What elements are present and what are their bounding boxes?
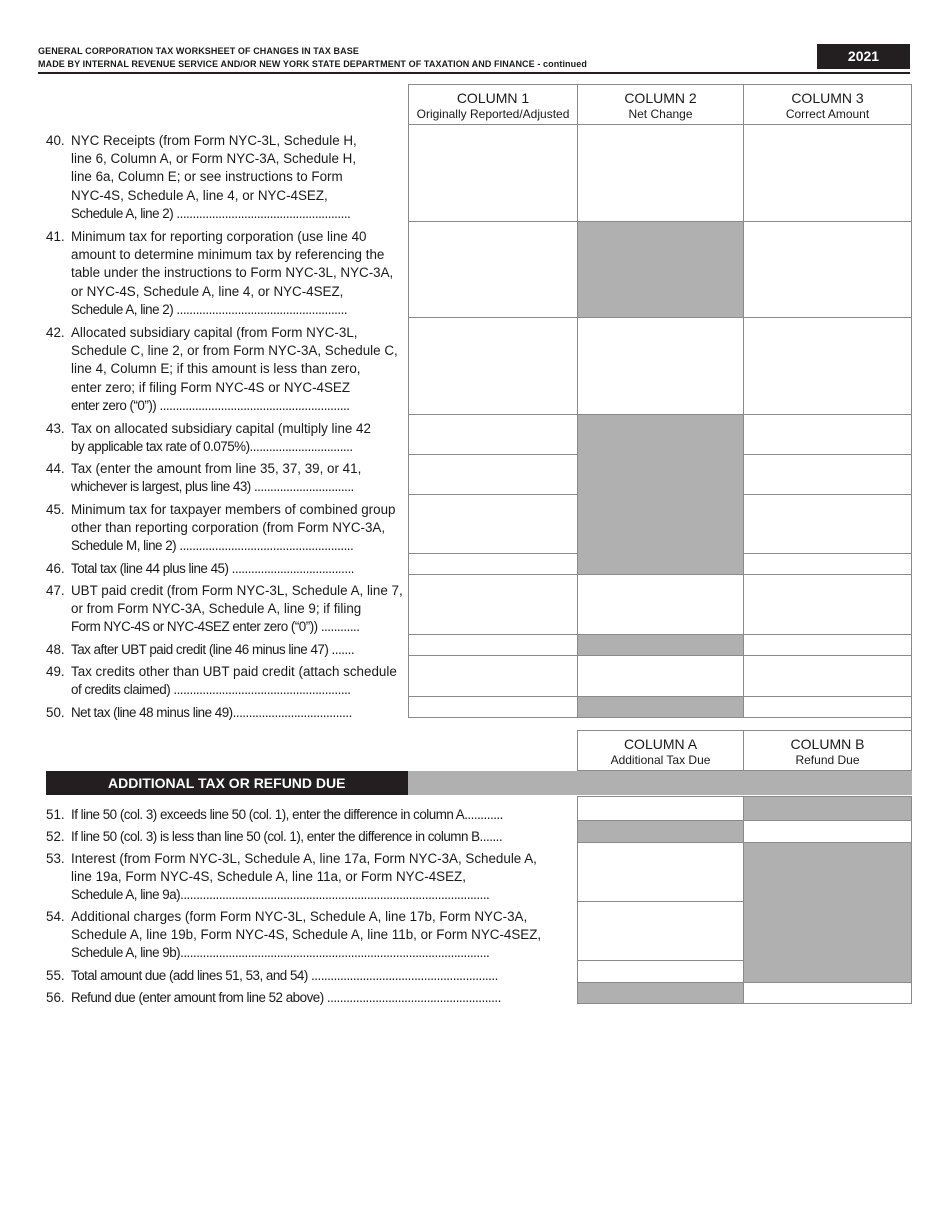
line-41-label: 41. Minimum tax for reporting corporation (use line 40 amount to determine minimum tax by referencing the table under the instructions to Form NYC-3L, NYC-3A, or NYC-4S, Schedule A, line 4, or NYC-4SEZ, Schedule A, line 2) ..................................................... <box>46 229 394 317</box>
line-42-label: 42. Allocated subsidiary capital (from Form NYC-3L, Schedule C, line 2, or from Form NYC-3A, Schedule C, line 4, Column E; if this amount is less than zero, enter zero; if filing Form NYC-4S or NYC-4SEZ enter zero (“0”)) ........................................................... <box>46 325 398 413</box>
column-1-header <box>408 84 578 125</box>
column-3-title: COLUMN 3 <box>791 90 864 106</box>
line-54-label: 54. Additional charges (form Form NYC-3L, Schedule A, line 17b, Form NYC-3A, Schedule A, line 19b, Form NYC-4S, Schedule A, line 11b, or Form NYC-4SEZ, Schedule A, line 9b)................................................................................................ <box>46 909 542 961</box>
line-41-col1-input[interactable] <box>408 221 578 318</box>
line-50-col3-input[interactable] <box>743 696 912 718</box>
line-52-colB-input[interactable] <box>743 820 912 843</box>
form-heading-line-1: GENERAL CORPORATION TAX WORKSHEET OF CHANGES IN TAX BASE <box>38 46 359 56</box>
table-edge-rule <box>911 717 912 731</box>
line-43-label: 43. Tax on allocated subsidiary capital (multiply line 42 by applicable tax rate of 0.075%)................................ <box>46 421 371 455</box>
column-b-subtitle: Refund Due <box>795 753 860 767</box>
line-55-label: 55. Total amount due (add lines 51, 53, and 54) .......................................................... <box>46 968 498 983</box>
column-a-title: COLUMN A <box>623 736 698 752</box>
line-47-label: 47. UBT paid credit (from Form NYC-3L, Schedule A, line 7, or from Form NYC-3A, Schedule A, line 9; if filing Form NYC-4S or NYC-4SEZ enter zero (“0”)) ............ <box>46 583 403 635</box>
line-47-col1-input[interactable] <box>408 574 578 635</box>
section-title-additional-tax: ADDITIONAL TAX OR REFUND DUE <box>46 771 408 795</box>
line-50-col2-shaded <box>577 696 744 718</box>
line-41-col3-input[interactable] <box>743 221 912 318</box>
line-44-col1-input[interactable] <box>408 454 578 495</box>
form-heading-line-2: MADE BY INTERNAL REVENUE SERVICE AND/OR NEW YORK STATE DEPARTMENT OF TAXATION AND FINANCE - continued <box>38 59 587 69</box>
line-41-col2-shaded <box>577 221 744 318</box>
line-40-col2-input[interactable] <box>577 124 744 222</box>
line-50-label: 50. Net tax (line 48 minus line 49)..................................... <box>46 705 352 720</box>
line-42-col2-input[interactable] <box>577 317 744 415</box>
line-40-col3-input[interactable] <box>743 124 912 222</box>
line-51-colB-shaded <box>743 796 912 821</box>
column-a-subtitle: Additional Tax Due <box>610 753 711 767</box>
line-46-col3-input[interactable] <box>743 553 912 575</box>
line-50-col1-input[interactable] <box>408 696 578 718</box>
line-48-col2-shaded <box>577 634 744 656</box>
line-55-colA-input[interactable] <box>577 960 744 983</box>
line-43-col1-input[interactable] <box>408 414 578 455</box>
column-a-header <box>577 730 744 771</box>
column-b-title: COLUMN B <box>790 736 865 752</box>
column-2-subtitle: Net Change <box>628 107 693 121</box>
line-51-label: 51. If line 50 (col. 3) exceeds line 50 (col. 1), enter the difference in column A............ <box>46 807 503 822</box>
line-47-col3-input[interactable] <box>743 574 912 635</box>
line-44-col3-input[interactable] <box>743 454 912 495</box>
line-46-col1-input[interactable] <box>408 553 578 575</box>
line-40-col1-input[interactable] <box>408 124 578 222</box>
line-49-label: 49. Tax credits other than UBT paid credit (attach schedule of credits claimed) ....................................................... <box>46 664 397 698</box>
column-b-header <box>743 730 912 771</box>
line-45-col3-input[interactable] <box>743 494 912 554</box>
line-45-col1-input[interactable] <box>408 494 578 554</box>
line-48-label: 48. Tax after UBT paid credit (line 46 minus line 47) ....... <box>46 642 355 657</box>
line-44-label: 44. Tax (enter the amount from line 35, 37, 39, or 41, whichever is largest, plus line 43) ............................... <box>46 461 362 495</box>
column-3-subtitle: Correct Amount <box>785 107 870 121</box>
column-1-title: COLUMN 1 <box>456 90 530 106</box>
column-2-title: COLUMN 2 <box>624 90 697 106</box>
column-1-subtitle: Originally Reported/Adjusted <box>416 107 570 121</box>
line-42-col3-input[interactable] <box>743 317 912 415</box>
line-48-col1-input[interactable] <box>408 634 578 656</box>
line-46-label: 46. Total tax (line 44 plus line 45) ...................................... <box>46 561 355 576</box>
line-42-col1-input[interactable] <box>408 317 578 415</box>
line-52-label: 52. If line 50 (col. 3) is less than line 50 (col. 1), enter the difference in column B....... <box>46 829 503 844</box>
line-45-label: 45. Minimum tax for taxpayer members of combined group other than reporting corporation (from Form NYC-3A, Schedule M, line 2) ...................................................... <box>46 502 396 554</box>
line-49-col3-input[interactable] <box>743 655 912 697</box>
line-56-colA-shaded <box>577 982 744 1004</box>
line-49-col1-input[interactable] <box>408 655 578 697</box>
line-51-colA-input[interactable] <box>577 796 744 821</box>
lines-43-46-col2-shaded <box>577 414 744 575</box>
line-43-col3-input[interactable] <box>743 414 912 455</box>
line-48-col3-input[interactable] <box>743 634 912 656</box>
lines-53-55-colB-shaded <box>743 842 912 983</box>
line-40-label: 40. NYC Receipts (from Form NYC-3L, Schedule H, line 6, Column A, or Form NYC-3A, Schedule H, line 6a, Column E; or see instructions to Form NYC-4S, Schedule A, line 4, or NYC-4SEZ, Schedule A, line 2) ...................................................... <box>46 133 357 221</box>
line-52-colA-shaded <box>577 820 744 843</box>
line-56-colB-input[interactable] <box>743 982 912 1004</box>
section-bar-shaded <box>408 771 912 795</box>
column-2-header <box>577 84 744 125</box>
line-53-colA-input[interactable] <box>577 842 744 902</box>
tax-year-badge: 2021 <box>817 44 910 69</box>
line-56-label: 56. Refund due (enter amount from line 52 above) ...................................................... <box>46 990 501 1005</box>
column-3-header <box>743 84 912 125</box>
line-54-colA-input[interactable] <box>577 901 744 961</box>
table-bottom-rule <box>408 717 912 718</box>
line-53-label: 53. Interest (from Form NYC-3L, Schedule A, line 17a, Form NYC-3A, Schedule A, line 19a, Form NYC-4S, Schedule A, line 11a, or Form NYC-4SEZ, Schedule A, line 9a)................................................................................................ <box>46 851 537 903</box>
line-47-col2-input[interactable] <box>577 574 744 635</box>
line-49-col2-input[interactable] <box>577 655 744 697</box>
header-rule <box>38 72 910 74</box>
